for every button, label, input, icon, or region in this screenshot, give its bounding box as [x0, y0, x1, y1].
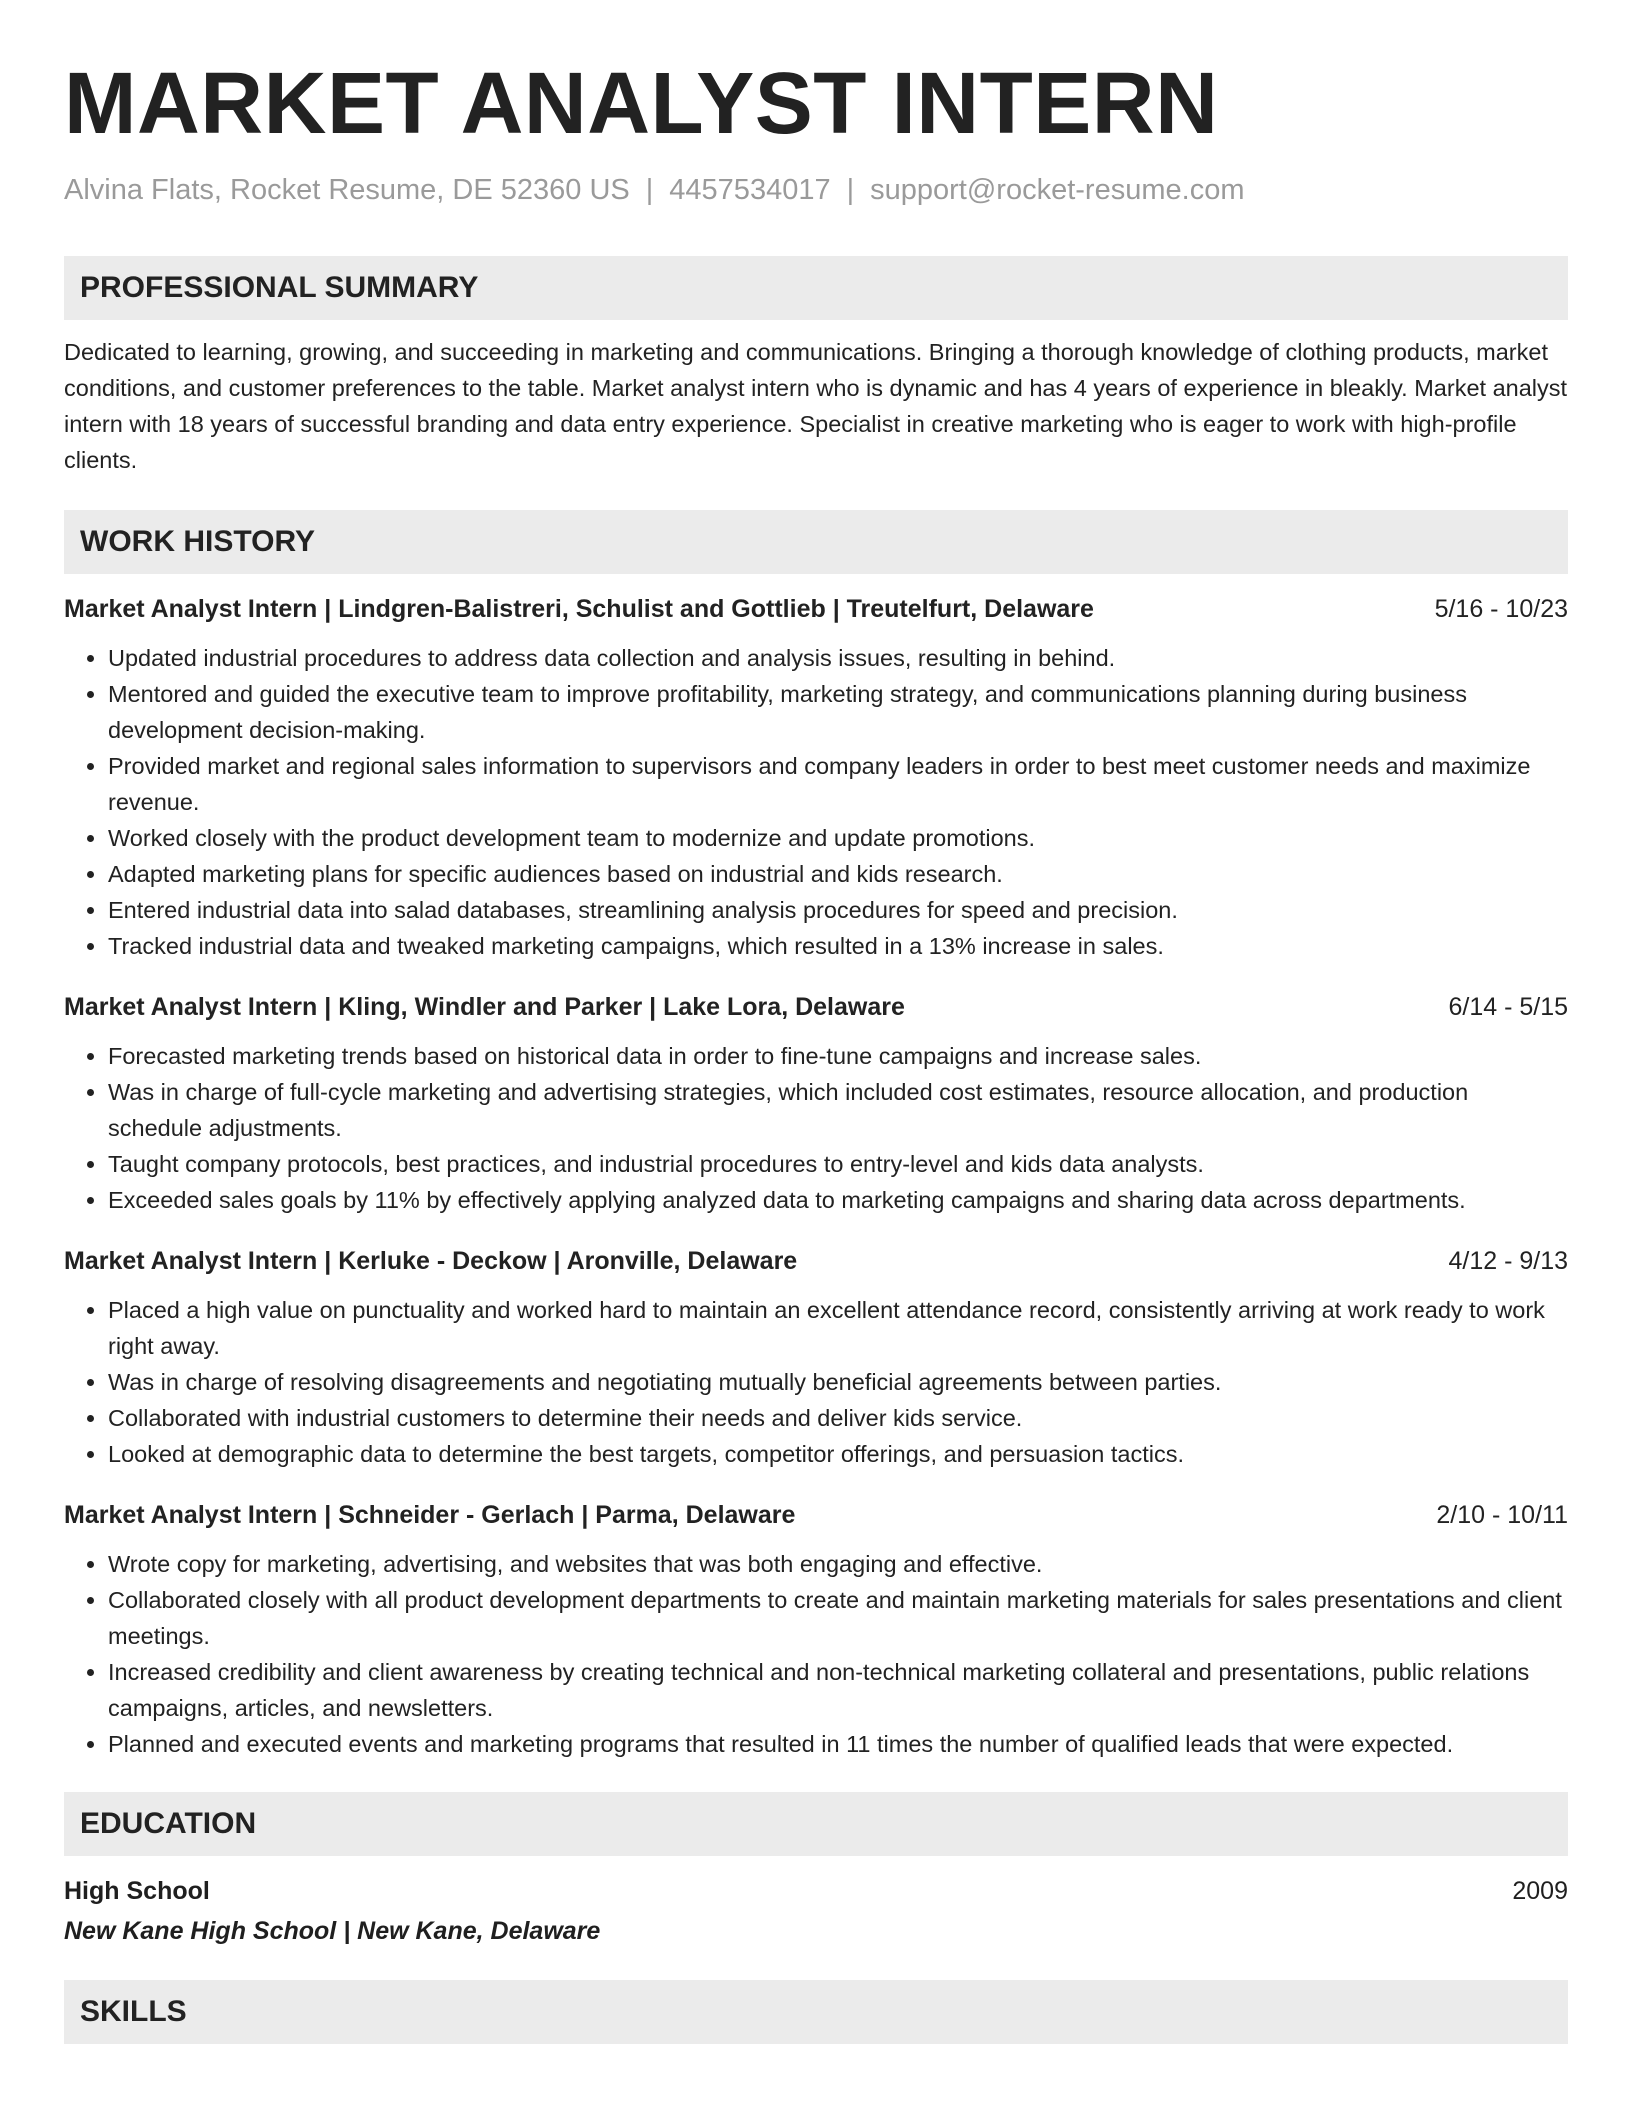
education-heading: EDUCATION [64, 1792, 1568, 1856]
contact-line [64, 172, 1568, 208]
job-bullet: • Collaborated with industrial customers to determine their needs and deliver kids service. [108, 1400, 1568, 1436]
contact-separator: | [645, 174, 654, 206]
job-title: Market Analyst Intern | Kling, Windler and Parker | Lake Lora, Delaware [64, 993, 905, 1021]
job-bullet: • Planned and executed events and marketing programs that resulted in 11 times the number of qualified leads that were expected. [108, 1726, 1568, 1762]
job-bullets [64, 1038, 1568, 1218]
work-history-heading: WORK HISTORY [64, 510, 1568, 574]
education-school: New Kane High School | New Kane, Delaware [64, 1917, 601, 1945]
job-dates: 2/10 - 10/11 [1436, 1501, 1568, 1529]
job-bullet: • Entered industrial data into salad databases, streamlining analysis procedures for speed and precision. [108, 892, 1568, 928]
job-entry [64, 1498, 1568, 1762]
job-bullet: • Tracked industrial data and tweaked marketing campaigns, which resulted in a 13% increase in sales. [108, 928, 1568, 964]
contact-separator: | [846, 174, 855, 206]
job-bullet: • Was in charge of full-cycle marketing and advertising strategies, which included cost estimates, resource allocation, and production schedule adjustments. [108, 1074, 1568, 1146]
job-dates: 6/14 - 5/15 [1448, 993, 1568, 1021]
job-title: Market Analyst Intern | Lindgren-Balistreri, Schulist and Gottlieb | Treutelfurt, Delaware [64, 595, 1094, 623]
education-header [64, 1874, 1568, 1908]
job-bullet: • Was in charge of resolving disagreements and negotiating mutually beneficial agreements between parties. [108, 1364, 1568, 1400]
job-bullet: • Placed a high value on punctuality and worked hard to maintain an excellent attendance record, consistently arriving at work ready to work right away. [108, 1292, 1568, 1364]
job-dates: 5/16 - 10/23 [1434, 595, 1568, 623]
job-bullets [64, 1546, 1568, 1762]
job-bullet: • Increased credibility and client awareness by creating technical and non-technical marketing collateral and presentations, public relations campaigns, articles, and newsletters. [108, 1654, 1568, 1726]
contact-phone: 4457534017 [669, 174, 831, 206]
job-bullet: • Mentored and guided the executive team to improve profitability, marketing strategy, and communications planning during business development decision-making. [108, 676, 1568, 748]
job-bullet: • Forecasted marketing trends based on historical data in order to fine-tune campaigns and increase sales. [108, 1038, 1568, 1074]
job-entry [64, 592, 1568, 964]
job-bullets [64, 640, 1568, 964]
job-header [64, 990, 1568, 1024]
job-bullet: • Provided market and regional sales information to supervisors and company leaders in order to best meet customer needs and maximize revenue. [108, 748, 1568, 820]
job-entry [64, 1244, 1568, 1472]
job-entry [64, 990, 1568, 1218]
job-header [64, 1244, 1568, 1278]
job-bullet: • Collaborated closely with all product development departments to create and maintain marketing materials for sales presentations and client meetings. [108, 1582, 1568, 1654]
job-bullet: • Taught company protocols, best practices, and industrial procedures to entry-level and kids data analysts. [108, 1146, 1568, 1182]
summary-text: Dedicated to learning, growing, and succeeding in marketing and communications. Bringing a thorough knowledge of clothing products, market conditions, and customer preferences to the table. Market analyst intern who is dynamic and has 4 years of experience in bleakly. Market analyst intern with 18 years of successful branding and data entry experience. Specialist in creative marketing who is eager to work with high-profile clients. [64, 339, 1568, 473]
job-bullets [64, 1292, 1568, 1472]
job-header [64, 592, 1568, 626]
skills-heading: SKILLS [64, 1980, 1568, 2044]
job-dates: 4/12 - 9/13 [1448, 1247, 1568, 1275]
contact-address: Alvina Flats, Rocket Resume, DE 52360 US [64, 174, 630, 206]
job-title: Market Analyst Intern | Schneider - Gerlach | Parma, Delaware [64, 1501, 796, 1529]
summary-heading: PROFESSIONAL SUMMARY [64, 256, 1568, 320]
job-bullet: • Looked at demographic data to determine the best targets, competitor offerings, and persuasion tactics. [108, 1436, 1568, 1472]
job-header [64, 1498, 1568, 1532]
job-title: Market Analyst Intern | Kerluke - Deckow | Aronville, Delaware [64, 1247, 798, 1275]
job-bullet: • Wrote copy for marketing, advertising, and websites that was both engaging and effective. [108, 1546, 1568, 1582]
education-year: 2009 [1512, 1877, 1568, 1905]
candidate-name: MARKET ANALYST INTERN [64, 55, 1219, 152]
job-bullet: • Worked closely with the product development team to modernize and update promotions. [108, 820, 1568, 856]
job-bullet: • Updated industrial procedures to address data collection and analysis issues, resulting in behind. [108, 640, 1568, 676]
contact-email: support@rocket-resume.com [870, 174, 1245, 206]
education-degree: High School [64, 1877, 210, 1905]
job-bullet: • Exceeded sales goals by 11% by effectively applying analyzed data to marketing campaigns and sharing data across departments. [108, 1182, 1568, 1218]
job-bullet: • Adapted marketing plans for specific audiences based on industrial and kids research. [108, 856, 1568, 892]
